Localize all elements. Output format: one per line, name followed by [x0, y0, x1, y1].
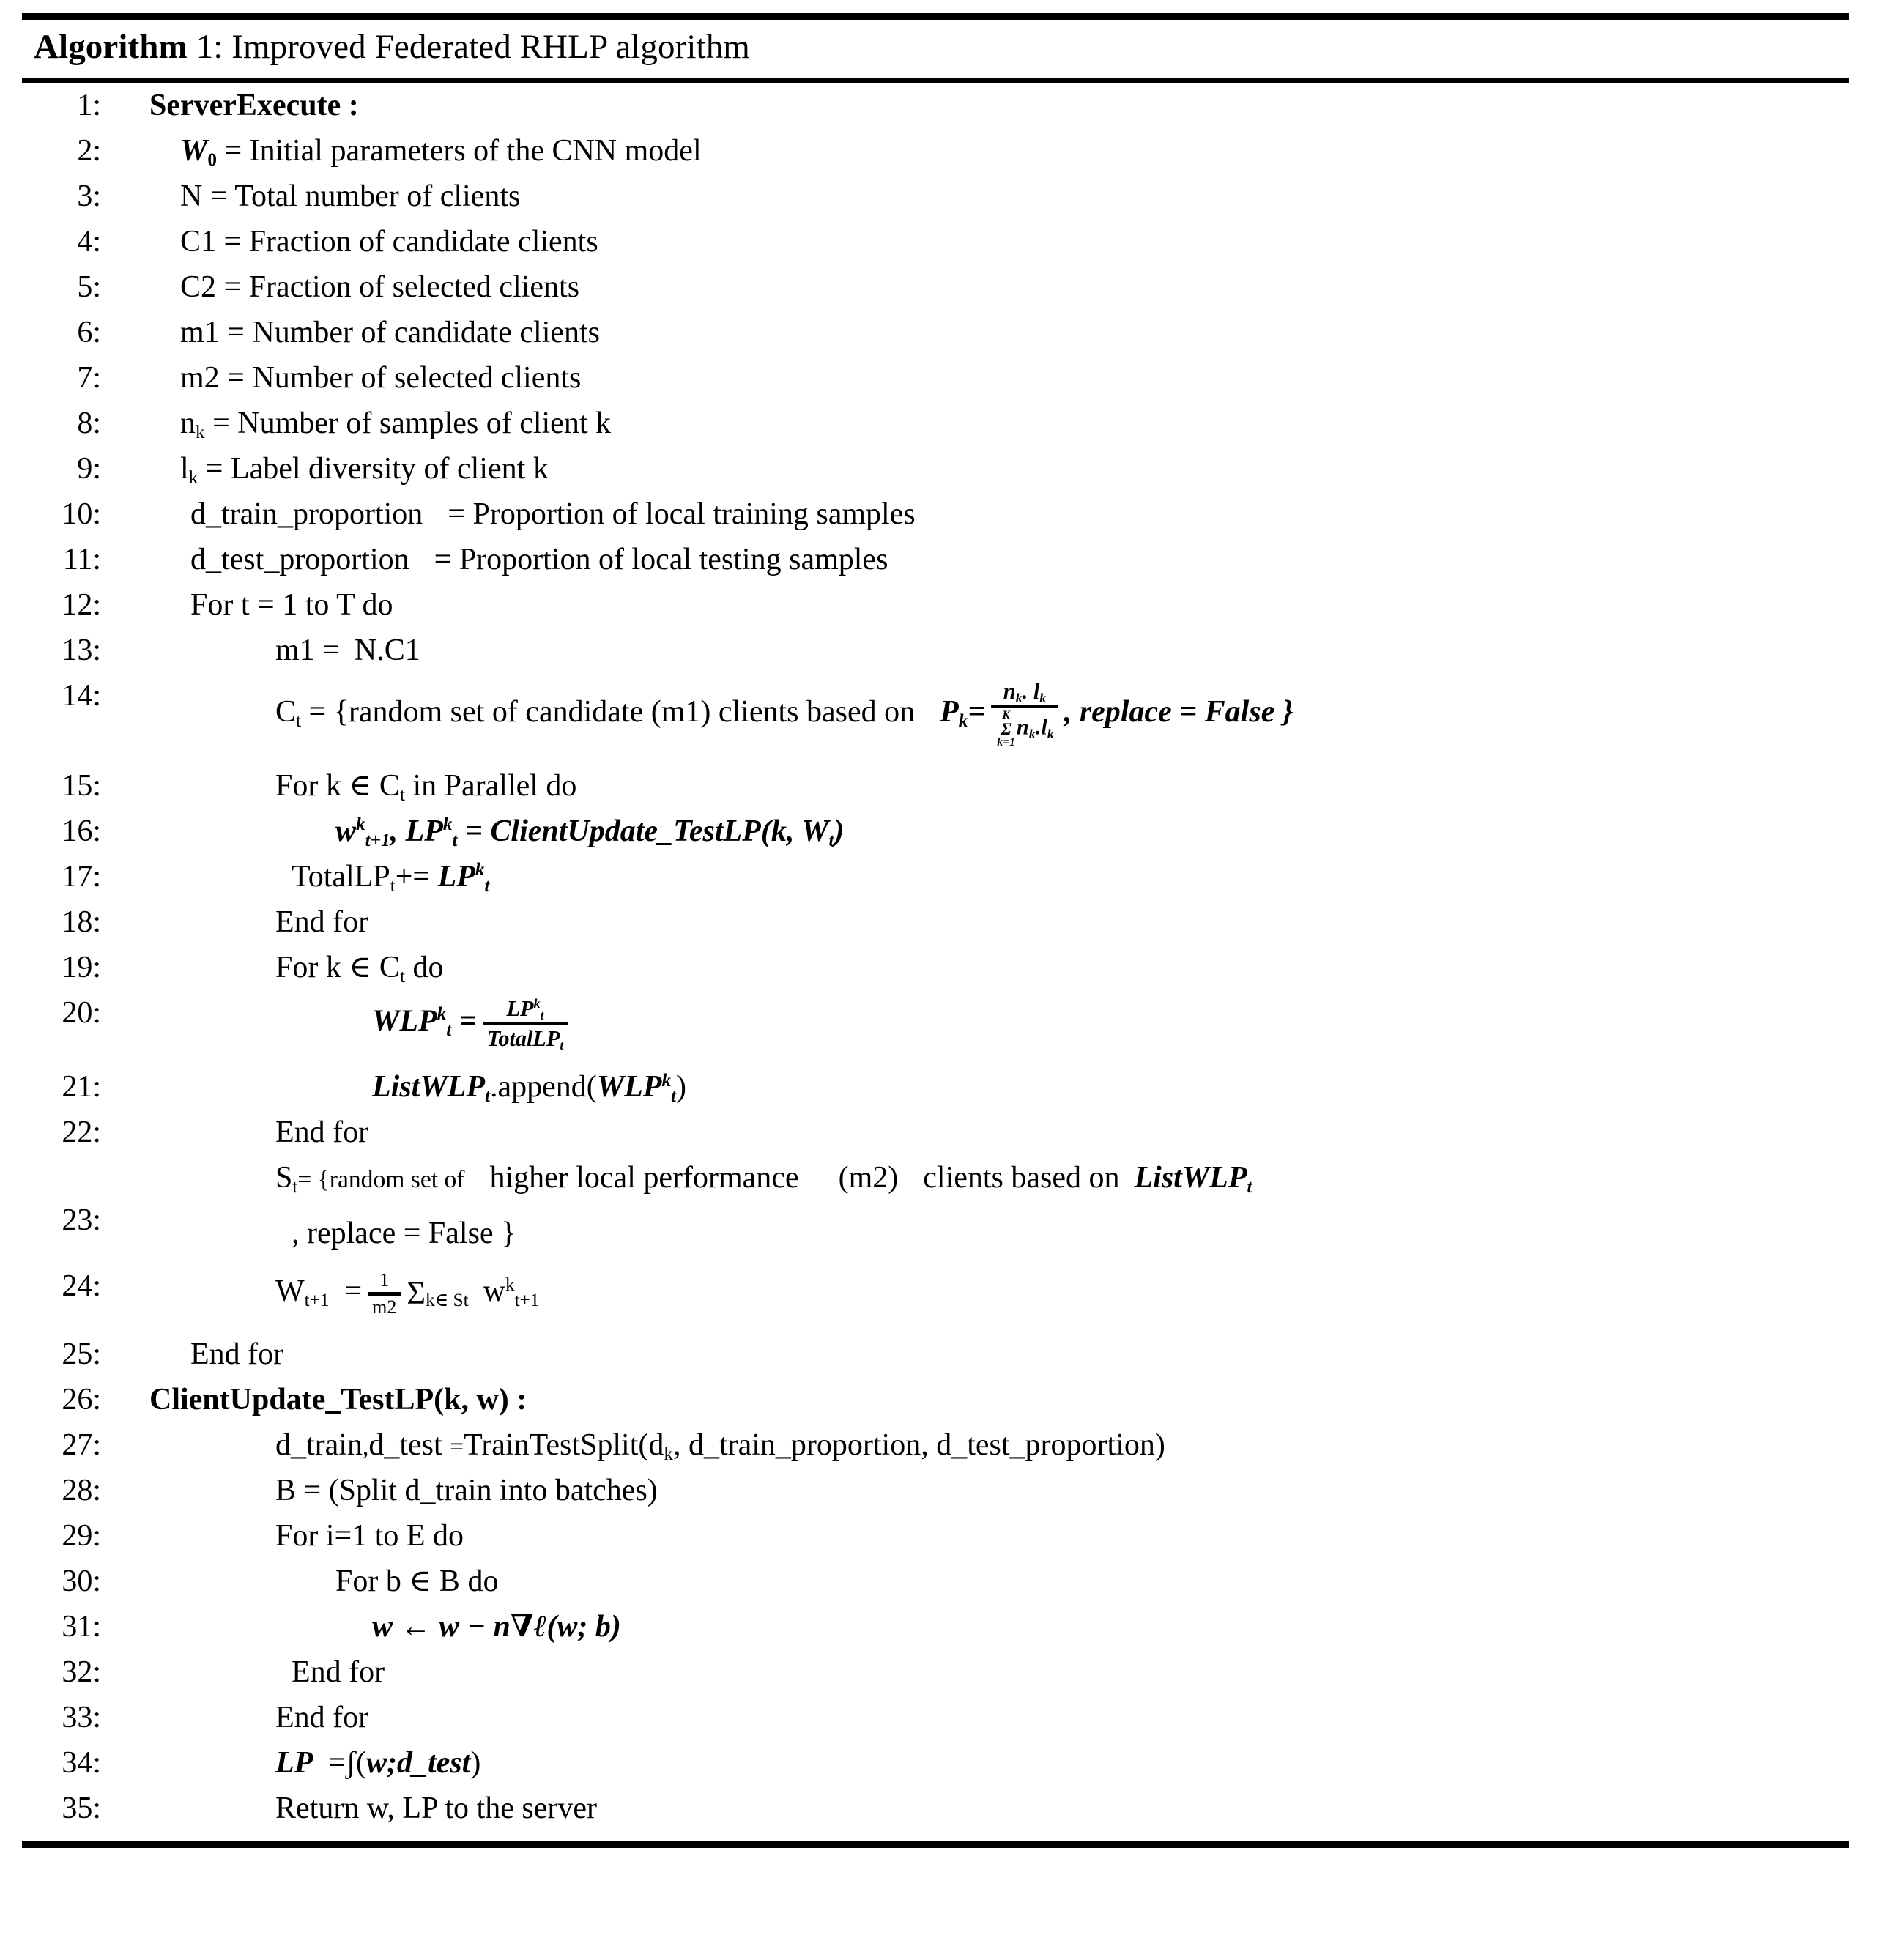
header-rule [22, 78, 1849, 83]
line-number: 34: [62, 1746, 101, 1781]
line-text: $l_k$ = Label diversity of client k [180, 452, 549, 489]
line-text: End for [275, 1701, 369, 1735]
line-text: End for [275, 1116, 369, 1150]
line-text: $C_t$ = {random set of candidate (m1) clients based on $P_k=$ $n_k$. $l_k$ K Σ k=1 $n_k.l_k$ , replace = False } [275, 679, 1294, 749]
algorithm-line [22, 1070, 1849, 1107]
line-number: 28: [62, 1474, 101, 1508]
algorithm-line [22, 1702, 1849, 1733]
algorithm-line [22, 1271, 1849, 1317]
line-text: Return w, LP to the server [275, 1792, 597, 1826]
line-text: d_train,d_test $=TrainTestSplit(d_k$, d_train_proportion, d_test_proportion) [275, 1428, 1165, 1465]
line-text: For i=1 to E do [275, 1519, 464, 1553]
line-text: C1 = Fraction of candidate clients [180, 225, 598, 259]
algorithm-line [22, 907, 1849, 938]
line-number: 22: [62, 1116, 101, 1150]
line-number: 2: [77, 134, 101, 168]
algorithm-line [22, 407, 1849, 443]
algorithm-line [22, 317, 1849, 348]
line-text: End for [275, 905, 369, 939]
algorithm-line [22, 768, 1849, 805]
line-number: 17: [62, 859, 101, 894]
line-text: $n_k$ = Number of samples of client k [180, 407, 611, 443]
algorithm-line [22, 1384, 1849, 1415]
algorithm-block [22, 13, 1849, 1848]
line-number: 21: [62, 1070, 101, 1105]
algorithm-line [22, 1117, 1849, 1148]
line-text: $W_0$ = Initial parameters of the CNN model [180, 134, 702, 171]
algorithm-line [22, 181, 1849, 212]
algorithm-number: 1: [196, 28, 223, 66]
algorithm-line [22, 1746, 1849, 1781]
line-number: 18: [62, 905, 101, 939]
line-text: w ← w − n∇ℓ(w; b) [372, 1610, 621, 1644]
top-rule [22, 13, 1849, 20]
line-number: 3: [77, 179, 101, 213]
line-text: $WLP^k_t$ = $LP^k_t$ TotalLP$_t$ [108, 998, 1849, 1050]
line-text: C2 = Fraction of selected clients [180, 270, 580, 304]
fraction-denominator: m2 [372, 1296, 397, 1318]
line-number: 12: [62, 588, 101, 622]
algorithm-line [22, 1521, 1849, 1551]
line-number: 14: [62, 679, 101, 713]
line-text: m2 = Number of selected clients [180, 361, 582, 395]
fraction-denominator: K Σ k=1 $n_k.l_k$ [997, 709, 1054, 749]
algorithm-line [22, 134, 1849, 171]
fraction-numerator: 1 [379, 1269, 390, 1291]
line-text: m1 = Number of candidate clients [180, 316, 601, 349]
line-text: d_test_proportion = Proportion of local testing samples [190, 543, 888, 576]
line-text [108, 1162, 1849, 1249]
line-text: TotalLP$_t$+= $LP^k_t$ [292, 859, 490, 896]
algorithm-line [22, 950, 1849, 987]
line-text: For t = 1 to T do [190, 588, 393, 622]
line-text: For k ∈ $C_t$ do [275, 950, 444, 987]
line-text: $W_{t+1}$ = 1 m2 $\Sigma_{k\in St}$ $w^k_{t+1}$ [275, 1269, 540, 1318]
line-number: 4: [77, 225, 101, 259]
line-text: ClientUpdate_TestLP(k, w) : [149, 1383, 527, 1417]
line-text: B = (Split d_train into batches) [275, 1474, 658, 1508]
line-23-part-1: $S_t=$ {random set of higher local performance (m2) clients based on ListWLP$_t$ [275, 1161, 1252, 1198]
summation-symbol: Σ [407, 1274, 426, 1311]
pk-fraction [991, 680, 1058, 749]
line-number: 10: [62, 497, 101, 531]
algorithm-line [22, 226, 1849, 257]
line-number: 7: [77, 361, 101, 395]
algorithm-title-text: Improved Federated RHLP algorithm [231, 28, 750, 66]
fraction-denominator: TotalLP$_t$ [486, 1025, 564, 1053]
line-number: 15: [62, 768, 101, 803]
line-text: For k ∈ $C_t$ in Parallel do [275, 768, 577, 805]
algorithm-line [22, 1162, 1849, 1249]
line-number: 11: [62, 543, 101, 576]
algorithm-line [22, 859, 1849, 896]
line-number: 13: [62, 634, 101, 667]
line-text: End for [190, 1337, 284, 1372]
algorithm-label: Algorithm [34, 28, 188, 66]
line-text: ServerExecute : [149, 89, 359, 122]
fraction-numerator: $LP^k_t$ [506, 995, 544, 1022]
line-number: 32: [62, 1655, 101, 1690]
algorithm-line [22, 363, 1849, 393]
algorithm-line [22, 1566, 1849, 1597]
line-text: For b ∈ B do [335, 1564, 499, 1599]
algorithm-line [22, 814, 1849, 850]
wlp-fraction [483, 995, 568, 1053]
algorithm-line [22, 590, 1849, 620]
bottom-rule [22, 1841, 1849, 1848]
algorithm-line [22, 452, 1849, 489]
algorithm-body [22, 83, 1849, 1841]
line-number: 23: [62, 1203, 101, 1238]
line-text: $ListWLP_t.append(WLP^k_t)$ [372, 1070, 687, 1107]
line-number: 25: [62, 1337, 101, 1372]
algorithm-line [22, 1657, 1849, 1688]
algorithm-title [22, 20, 1849, 76]
algorithm-line [22, 544, 1849, 575]
algorithm-line [22, 1793, 1849, 1824]
one-over-m2-fraction [368, 1271, 401, 1317]
line-number: 30: [62, 1564, 101, 1599]
line-text: d_train_proportion = Proportion of local training samples [190, 497, 916, 531]
algorithm-line [22, 90, 1849, 121]
algorithm-line [22, 1428, 1849, 1465]
line-number: 29: [62, 1519, 101, 1553]
line-number: 1: [77, 89, 101, 122]
algorithm-line [22, 995, 1849, 1053]
line-number: 27: [62, 1428, 101, 1463]
algorithm-line [22, 1475, 1849, 1506]
line-text: LP =ʃ(w;d_test) [275, 1746, 481, 1781]
fraction-numerator: $n_k$. $l_k$ [1003, 679, 1047, 706]
line-number: 9: [77, 452, 101, 486]
line-number: 16: [62, 814, 101, 848]
line-number: 33: [62, 1701, 101, 1735]
line-number: 26: [62, 1383, 101, 1417]
algorithm-line [22, 499, 1849, 530]
line-number: 6: [77, 316, 101, 349]
line-text: End for [292, 1655, 385, 1690]
line-number: 8: [77, 407, 101, 440]
algorithm-line [22, 635, 1849, 666]
line-number: 24: [62, 1269, 101, 1304]
line-number: 31: [62, 1610, 101, 1644]
line-number: 20: [62, 995, 101, 1030]
line-number: 19: [62, 950, 101, 984]
line-text: m1 = N.C1 [275, 634, 420, 667]
algorithm-line [22, 272, 1849, 302]
line-number: 35: [62, 1792, 101, 1826]
line-23-part-2: , replace = False } [292, 1217, 516, 1251]
line-text: N = Total number of clients [180, 179, 521, 213]
algorithm-line [22, 1611, 1849, 1642]
line-number: 5: [77, 270, 101, 304]
line-text: $w^k_{t+1}$, $LP^k_t$ = ClientUpdate_TestLP(k, $W_t$) [335, 814, 845, 850]
algorithm-line [22, 680, 1849, 749]
algorithm-line [22, 1339, 1849, 1370]
